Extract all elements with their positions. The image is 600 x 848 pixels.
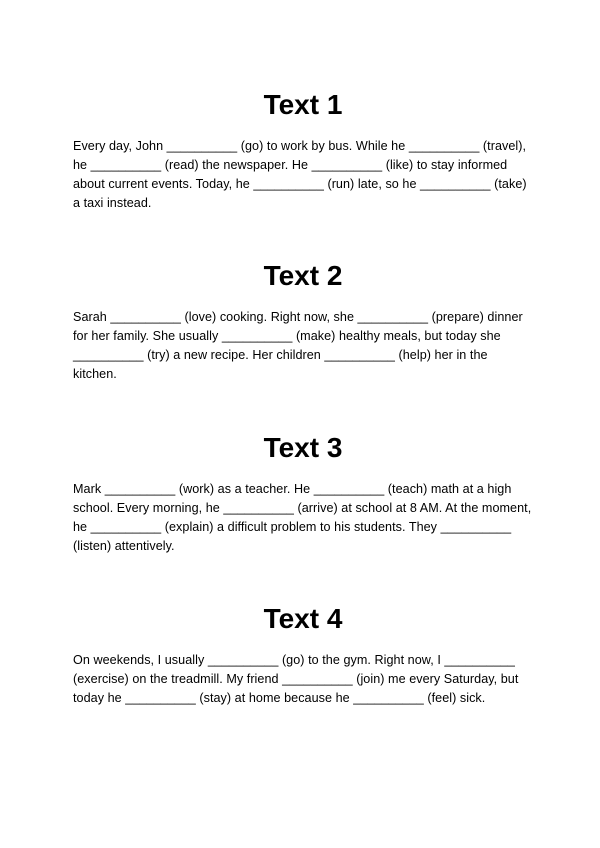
text-3-body: Mark __________ (work) as a teacher. He __________ (teach) math at a high school. Every morning, he __________ (arrive) at school at 8 AM. At the moment, he __________ (explain) a difficult problem to his students. They __________ (listen) attentively.	[73, 482, 532, 553]
text-4-title: Text 4	[263, 603, 343, 634]
text-1-title: Text 1	[263, 89, 343, 120]
text-4-section	[73, 603, 533, 708]
text-1-section	[73, 89, 533, 213]
text-2-title: Text 2	[263, 260, 343, 291]
text-2-body: Sarah __________ (love) cooking. Right now, she __________ (prepare) dinner for her family. She usually __________ (make) healthy meals, but today she __________ (try) a new recipe. Her children __________ (help) her in the kitchen.	[73, 310, 523, 381]
text-4-body: On weekends, I usually __________ (go) to the gym. Right now, I __________ (exercise) on the treadmill. My friend __________ (join) me every Saturday, but today he __________ (stay) at home because he __________ (feel) sick.	[73, 653, 519, 705]
text-1-body: Every day, John __________ (go) to work by bus. While he __________ (travel), he __________ (read) the newspaper. He __________ (like) to stay informed about current events. Today, he __________ (run) late, so he __________ (take) a taxi instead.	[73, 139, 527, 210]
text-3-section	[73, 432, 533, 556]
text-2-section	[73, 260, 533, 384]
text-3-title: Text 3	[263, 432, 343, 463]
